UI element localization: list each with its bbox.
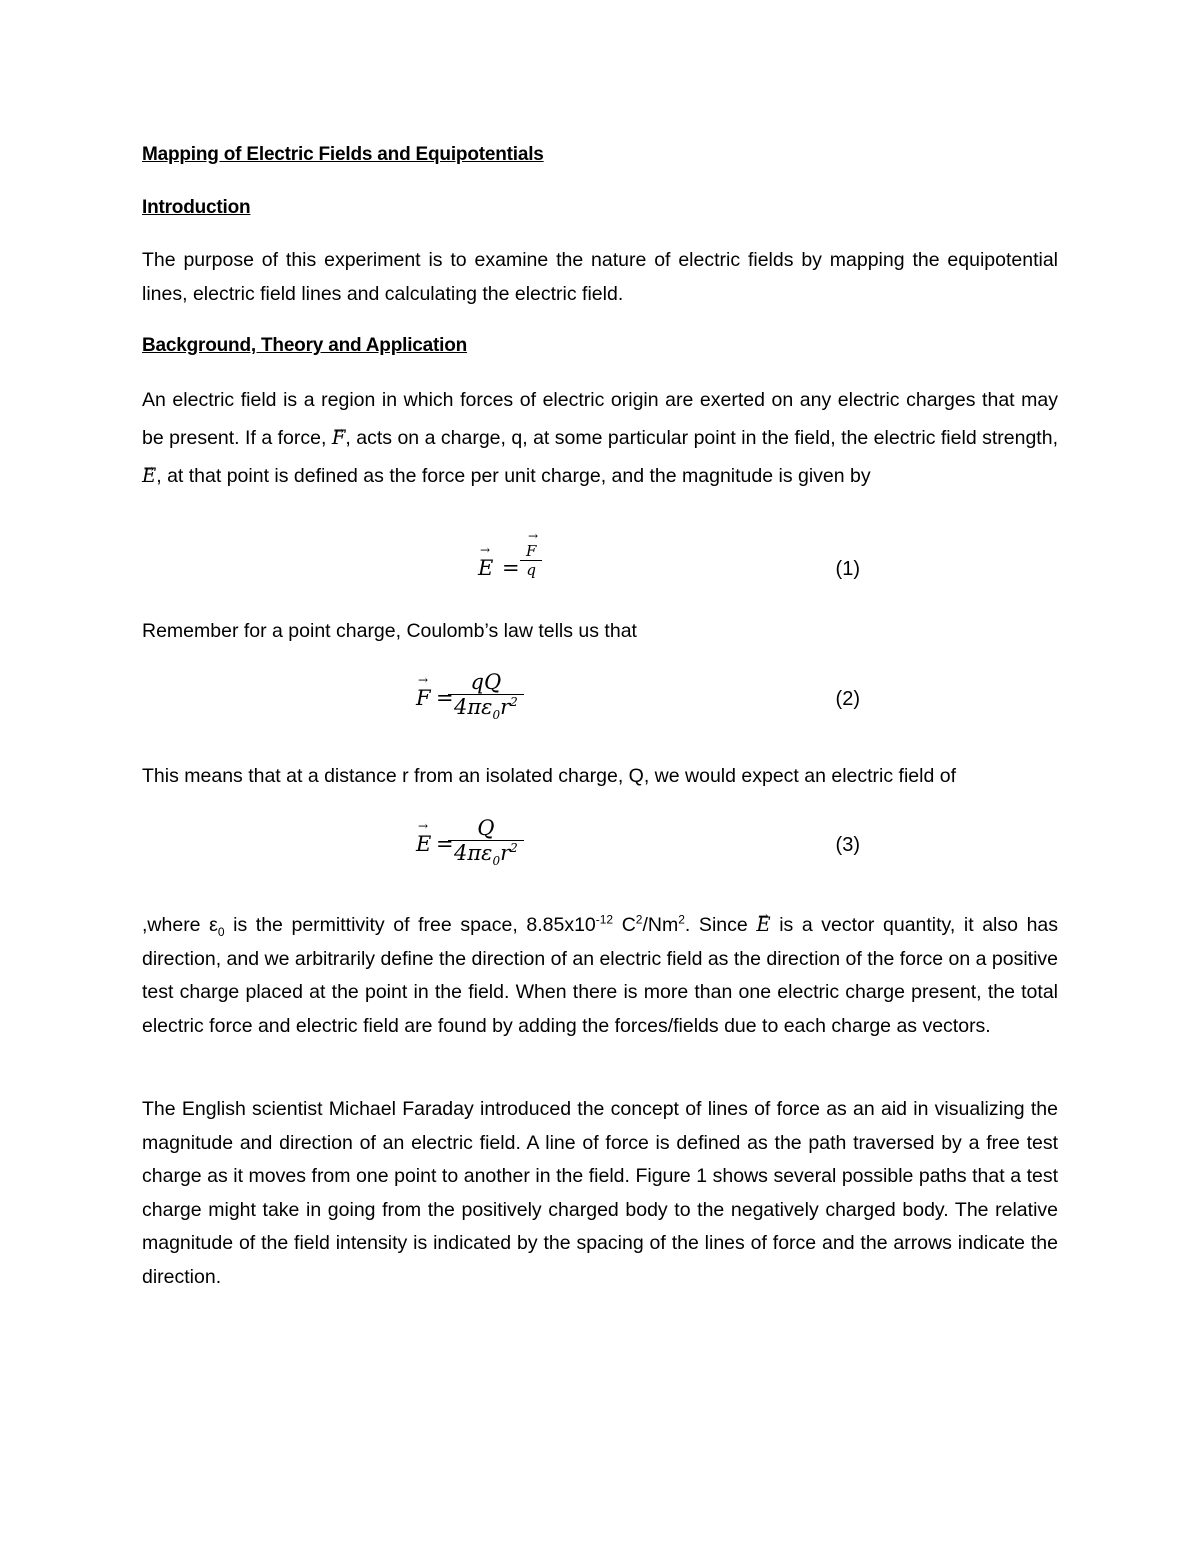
equation-2-equals: = — [436, 686, 454, 710]
equation-2 — [142, 670, 1058, 730]
background-paragraph-2: Remember for a point charge, Coulomb’s law tells us that — [142, 620, 637, 642]
equation-1-lhs: → E — [478, 556, 493, 580]
equation-2-numerator: qQ — [470, 670, 502, 694]
equation-2-lhs: → F — [416, 686, 431, 710]
equation-2-label: (2) — [835, 688, 860, 710]
introduction-paragraph: The purpose of this experiment is to examine the nature of electric fields by mapping the equipotential lines, electric field lines and calculating the electric field. — [142, 249, 1058, 305]
field-symbol: → E — [142, 464, 156, 487]
equation-3-fraction — [448, 816, 524, 869]
background-paragraph-5: The English scientist Michael Faraday introduced the concept of lines of force as an aid in visualizing the magnitude and direction of an electric field. A line of force is defined as the path traversed by a free test charge as it moves from one point to another in the field. Figure 1 shows several possible paths that a test charge might take in going from the positively charged body to the negatively charged body. The relative magnitude of the field intensity is indicated by the spacing of the lines of force and the arrows indicate the direction. — [142, 1098, 1058, 1288]
equation-1-fraction — [520, 542, 542, 579]
document-title: Mapping of Electric Fields and Equipotentials — [142, 144, 544, 165]
equation-3-denominator: $4\pi\varepsilon_0r^2$ — [448, 840, 524, 865]
background-paragraph-1: An electric field is a region in which forces of electric origin are exerted on any electric charges that may be present. If a force, → F, acts on a charge, q, at some particular point in the field, the electric field strength, → E, at that point is defined as the force per unit charge, and the magnitude is given by — [142, 382, 1058, 495]
field-symbol-inline: → E — [756, 913, 770, 936]
background-paragraph-4: ,where $\varepsilon_0$ is the permittivity of free space, $8.85x10^{-12}$ $C^2/Nm^2$. Since → E is a vector quantity, it also has direction, and we arbitrarily define the direction of an electric field as the direction of the force on a positive test charge placed at the point in the field. When there is more than one electric charge present, the total electric force and electric field are found by adding the forces/fields due to each charge as vectors. — [142, 908, 1058, 1043]
equation-3-lhs: → E — [416, 832, 431, 856]
background-heading: Background, Theory and Application — [142, 335, 468, 356]
introduction-heading: Introduction — [142, 197, 251, 218]
equation-1-numerator: → F — [526, 542, 536, 560]
equation-1-equals: = — [502, 556, 520, 580]
equation-1-denominator: q — [520, 560, 542, 579]
force-symbol: → F — [332, 426, 346, 449]
equation-3 — [142, 816, 1058, 876]
background-paragraph-3: This means that at a distance r from an isolated charge, Q, we would expect an electric field of — [142, 765, 956, 787]
equation-2-fraction — [448, 670, 524, 723]
equation-1-label: (1) — [835, 558, 860, 580]
equation-1 — [142, 542, 1058, 602]
equation-3-label: (3) — [835, 834, 860, 856]
equation-3-equals: = — [436, 832, 454, 856]
equation-3-numerator: Q — [477, 816, 495, 840]
equation-2-denominator: $4\pi\varepsilon_0r^2$ — [448, 694, 524, 719]
